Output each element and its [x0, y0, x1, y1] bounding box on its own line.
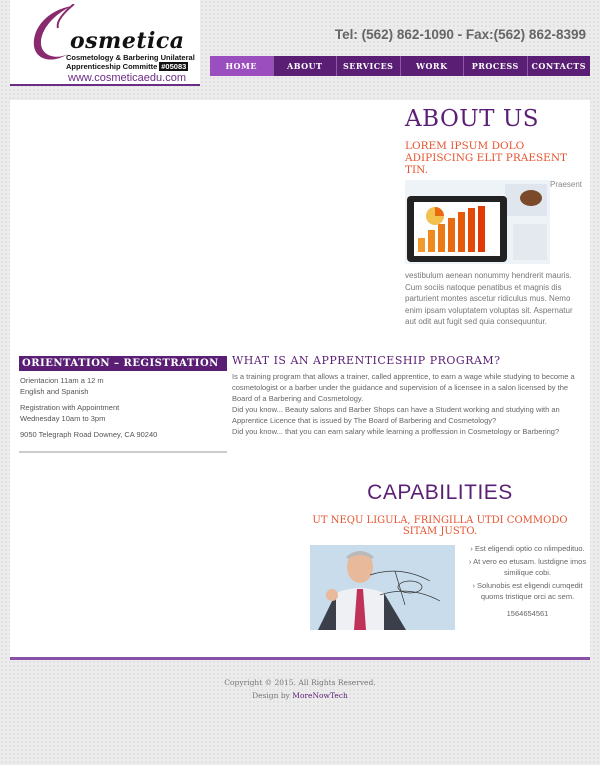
tablet-chart-image: [405, 180, 550, 264]
about-title: ABOUT US: [405, 106, 539, 132]
about-praesent: Praesent: [550, 180, 583, 189]
capabilities-title: CAPABILITIES: [367, 481, 513, 504]
main-content: [10, 100, 590, 660]
capabilities-list: [465, 543, 590, 621]
footer-design: Design by MoreNowTech: [252, 691, 348, 700]
logo-id-badge: #05083: [161, 62, 187, 71]
apprenticeship-p2: Did you know... Beauty salons and Barber Shops can have a Student working and studying with an Apprentice Licence that is issued by The Board of Barbering and Cosmetology?: [232, 405, 560, 425]
orientation-title: ORIENTATION – REGISTRATION: [19, 356, 227, 371]
apprenticeship-title: WHAT IS AN APPRENTICESHIP PROGRAM?: [232, 354, 501, 367]
list-item: › Est eligendi optio co nlimpedituo.: [470, 544, 585, 553]
list-item: › At vero eo etusam. lustdigne imos similique cobi.: [468, 557, 587, 577]
orientation-line-4: Wednesday 10am to 3pm: [20, 414, 106, 423]
logo-subtitle-1: Cosmetology & Barbering Unilateral: [66, 53, 195, 62]
logo-url: www.cosmeticaedu.com: [68, 72, 186, 84]
about-body: vestibulum aenean nonummy hendrerit mauris. Cum sociis natoque penatibus et magnis dis parturient montes ascetur ridiculus mus. Nemo enim ipsam voluptatem voluptas sit. Aspernatur aut odit aut fugit sed quia consequuntur.: [405, 271, 573, 326]
capabilities-subtitle: UT NEQU LIGULA, FRINGILLA UTDI COMMODO SITAM JUSTO.: [312, 515, 568, 537]
nav-home[interactable]: HOME: [210, 56, 274, 76]
orientation-body: [19, 371, 227, 453]
logo[interactable]: [10, 0, 200, 86]
designer-link[interactable]: MoreNowTech: [292, 691, 348, 700]
nav-services[interactable]: SERVICES: [337, 56, 401, 76]
main-nav: [210, 56, 590, 76]
apprenticeship-p3: Did you know... that you can earn salary while learning a proffession in Cosmetology or Barbering?: [232, 427, 560, 436]
nav-work[interactable]: WORK: [401, 56, 465, 76]
orientation-address: 9050 Telegraph Road Downey, CA 90240: [20, 430, 158, 439]
nav-contacts[interactable]: CONTACTS: [531, 61, 586, 71]
apprenticeship-body: [232, 371, 582, 437]
logo-wordmark: osmetica: [70, 28, 185, 54]
footer-copyright: Copyright © 2015. All Rights Reserved.: [224, 678, 376, 687]
footer: [0, 676, 600, 702]
orientation-line-3: Registration with Appointment: [20, 403, 120, 412]
businessman-image: [310, 545, 455, 630]
nav-process[interactable]: PROCESS: [464, 56, 528, 76]
orientation-line-1: Orientacion 11am a 12 m: [20, 376, 104, 385]
capabilities-number: 1564654561: [506, 609, 549, 618]
list-item: › Solunobis est eligendi cumqedit quoms tristique orci ac sem.: [472, 581, 583, 601]
orientation-line-2: English and Spanish: [20, 387, 89, 396]
phone-fax: Tel: (562) 862-1090 - Fax:(562) 862-8399: [334, 27, 586, 42]
orientation-box: [19, 356, 227, 453]
nav-about[interactable]: ABOUT: [274, 56, 338, 76]
apprenticeship-p1: Is a training program that allows a trainer, called apprentice, to earn a wage while studying to become a cosmetologist or a barber under the guidance and supervision of a licensee in a salon licensed by the Board of a Barbering and Cosmetology.: [232, 372, 575, 403]
about-subtitle: LOREM IPSUM DOLO ADIPISCING ELIT PRAESENT TIN.: [405, 140, 568, 176]
logo-subtitle-2: Apprenticeship Committe #05083: [66, 62, 187, 71]
